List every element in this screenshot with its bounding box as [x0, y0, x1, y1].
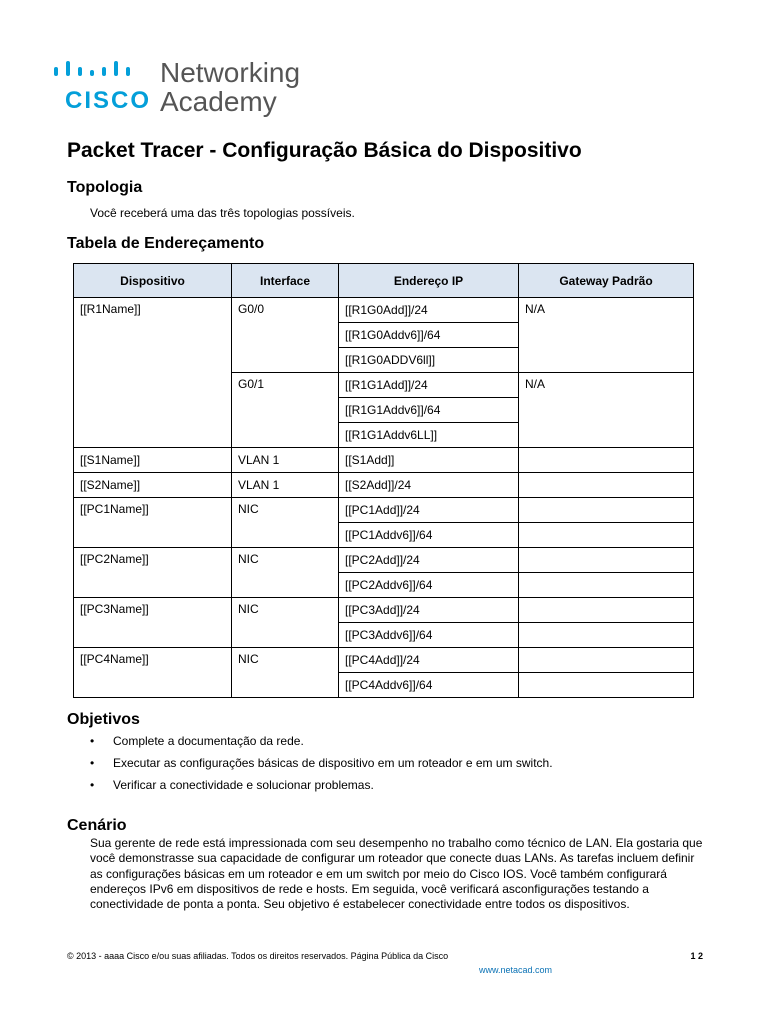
ip-cell: [[R1G1Addv6LL]] [339, 423, 519, 448]
gateway-cell [519, 673, 694, 698]
cisco-bridge-icon [48, 58, 158, 80]
device-cell: [[S1Name]] [74, 448, 232, 473]
gateway-cell [519, 473, 694, 498]
page-number: 1 2 [690, 951, 703, 961]
interface-cell: NIC [232, 498, 339, 548]
col-header-interface: Interface [232, 264, 339, 298]
gateway-cell [519, 498, 694, 523]
ip-cell: [[PC1Addv6]]/64 [339, 523, 519, 548]
logo-networking: Networking [160, 57, 301, 88]
interface-cell: NIC [232, 548, 339, 598]
topology-heading: Topologia [67, 179, 143, 196]
footer-copyright: © 2013 - aaaa Cisco e/ou suas afiliadas. Todos os direitos reservados. Página Pública da Cisco [67, 951, 449, 961]
ip-cell: [[R1G0Add]]/24 [339, 298, 519, 323]
list-item: • Executar as configurações básicas de dispositivo em um roteador e em um switch. [90, 756, 553, 771]
ip-cell: [[R1G0ADDV6ll]] [339, 348, 519, 373]
ip-cell: [[R1G1Add]]/24 [339, 373, 519, 398]
gateway-cell [519, 598, 694, 623]
cisco-wordmark: CISCO [65, 87, 152, 114]
interface-cell: VLAN 1 [232, 473, 339, 498]
topology-text: Você receberá uma das três topologias possíveis. [90, 206, 355, 220]
gateway-cell [519, 548, 694, 573]
scenario-text: Sua gerente de rede está impressionada com seu desempenho no trabalho como técnico de LAN. Ela gostaria que você demonstrasse sua capacidade de configurar um roteador que conecte duas LANs. As tarefas incluem definir as configurações básicas em um roteador e em um switch por meio do Cisco IOS. Você também configurará endereços IPv6 em dispositivos de rede e hosts. Em seguida, você verificará asconfigurações testando a conectividade de ponta a ponta. Seu objetivo é estabelecer conectividade entre todos os dispositivos. [90, 836, 703, 912]
interface-cell: G0/0 [232, 298, 339, 373]
ip-cell: [[PC2Addv6]]/64 [339, 573, 519, 598]
addressing-table [73, 263, 694, 698]
ip-cell: [[R1G0Addv6]]/64 [339, 323, 519, 348]
device-cell: [[S2Name]] [74, 473, 232, 498]
ip-cell: [[S2Add]]/24 [339, 473, 519, 498]
table-row [74, 298, 694, 323]
device-cell: [[R1Name]] [74, 298, 232, 448]
ip-cell: [[PC3Add]]/24 [339, 598, 519, 623]
col-header-ip: Endereço IP [339, 264, 519, 298]
device-cell: [[PC1Name]] [74, 498, 232, 548]
table-row [74, 498, 694, 523]
device-cell: [[PC4Name]] [74, 648, 232, 698]
scenario-heading: Cenário [67, 817, 127, 834]
list-item: • Complete a documentação da rede. [90, 734, 553, 749]
ip-cell: [[PC2Add]]/24 [339, 548, 519, 573]
interface-cell: VLAN 1 [232, 448, 339, 473]
ip-cell: [[S1Add]] [339, 448, 519, 473]
ip-cell: [[PC3Addv6]]/64 [339, 623, 519, 648]
page-title: Packet Tracer - Configuração Básica do Dispositivo [67, 139, 582, 162]
interface-cell: G0/1 [232, 373, 339, 448]
ip-cell: [[PC1Add]]/24 [339, 498, 519, 523]
list-item: • Verificar a conectividade e solucionar problemas. [90, 778, 553, 793]
ip-cell: [[PC4Add]]/24 [339, 648, 519, 673]
ip-cell: [[R1G1Addv6]]/64 [339, 398, 519, 423]
gateway-cell [519, 448, 694, 473]
interface-cell: NIC [232, 598, 339, 648]
addressing-heading: Tabela de Endereçamento [67, 235, 265, 252]
objectives-list [90, 734, 553, 800]
footer-url-link[interactable]: www.netacad.com [479, 965, 553, 975]
gateway-cell: N/A [519, 298, 694, 373]
col-header-gateway: Gateway Padrão [519, 264, 694, 298]
gateway-cell [519, 573, 694, 598]
device-cell: [[PC2Name]] [74, 548, 232, 598]
logo-academy: Academy [160, 86, 277, 117]
interface-cell: NIC [232, 648, 339, 698]
table-row [74, 598, 694, 623]
table-row [74, 473, 694, 498]
table-row [74, 448, 694, 473]
gateway-cell [519, 623, 694, 648]
table-header-row [74, 264, 694, 298]
gateway-cell [519, 648, 694, 673]
gateway-cell: N/A [519, 373, 694, 448]
gateway-cell [519, 523, 694, 548]
col-header-device: Dispositivo [74, 264, 232, 298]
table-row [74, 648, 694, 673]
ip-cell: [[PC4Addv6]]/64 [339, 673, 519, 698]
table-row [74, 548, 694, 573]
device-cell: [[PC3Name]] [74, 598, 232, 648]
objectives-heading: Objetivos [67, 711, 140, 728]
